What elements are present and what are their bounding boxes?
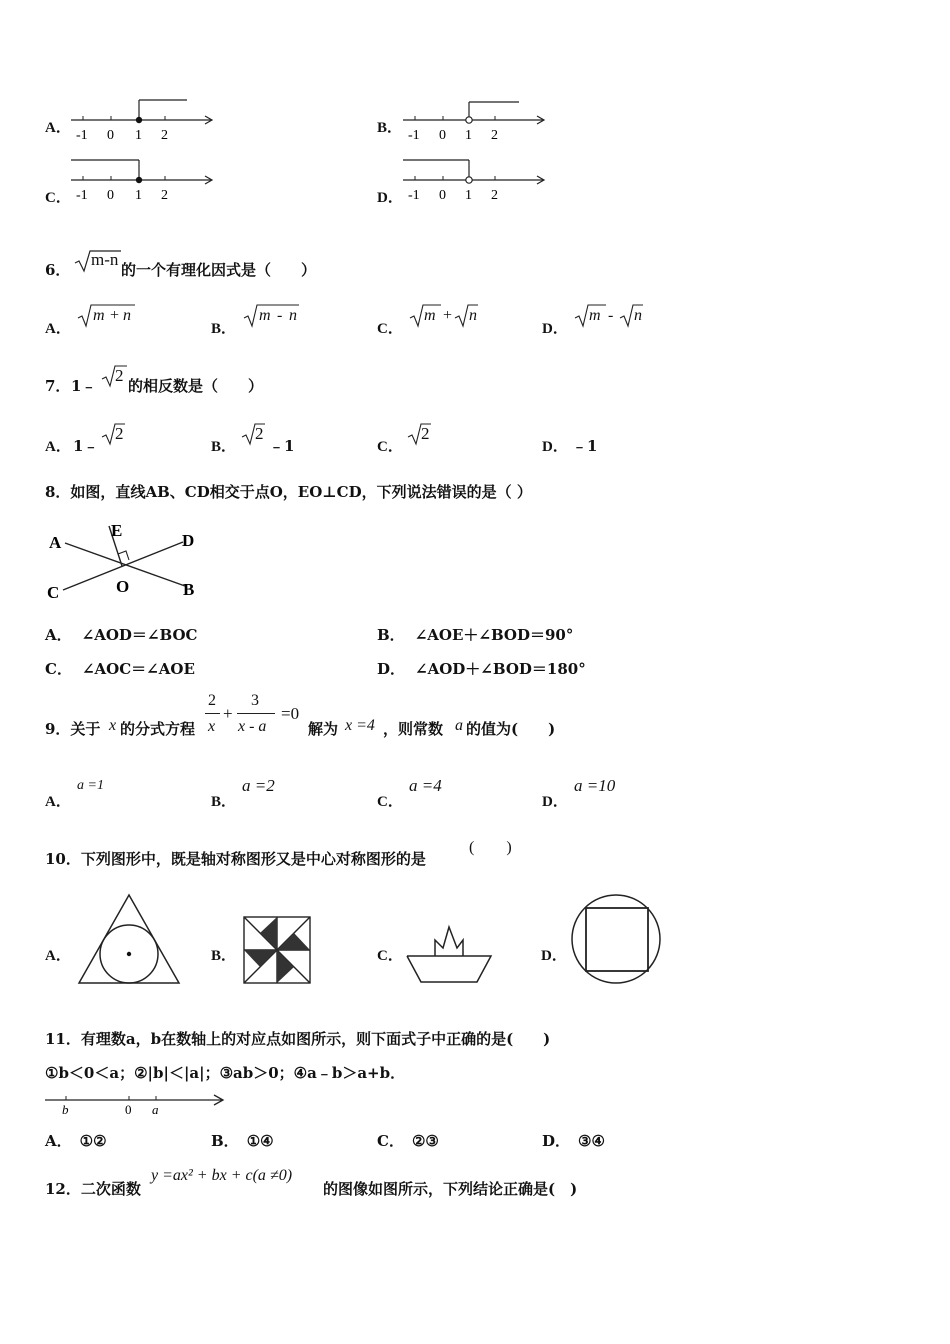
option-letter: D． [541, 948, 567, 964]
operator: - [277, 307, 283, 324]
option-letter: C． [377, 794, 403, 810]
question-number: 12．二次函数 [45, 1180, 141, 1198]
label-c: C [47, 583, 60, 602]
option-letter: B． [211, 948, 237, 964]
tick-label: 0 [439, 128, 446, 143]
option-value: ﹣1 [572, 437, 598, 455]
tick-label: 1 [465, 128, 472, 143]
tick-label: 0 [107, 188, 114, 203]
paper-boat-figure [405, 924, 493, 984]
option-text: a =10 [574, 776, 616, 795]
q9-options [45, 775, 685, 810]
question-lead: 1﹣ [71, 377, 97, 395]
q8-option-a[interactable] [45, 624, 197, 645]
question-11-stem: 11．有理数a，b在数轴上的对应点如图所示，则下面式子中正确的是( ) [45, 1030, 551, 1048]
option-letter: D． [542, 321, 568, 337]
option-letter: D． [377, 190, 403, 206]
fraction-1-numerator: 2 [208, 692, 216, 709]
solution: x =4 [345, 717, 375, 734]
label-b: B [183, 580, 195, 599]
question-text: ，则常数 [383, 720, 444, 738]
plus-sign: + [223, 704, 233, 723]
radicand: 2 [421, 424, 430, 443]
question-11-statements: ①b＜0＜a；②|b|＜|a|；③ab＞0；④a﹣b＞a+b． [45, 1064, 406, 1082]
label-e: E [111, 521, 123, 540]
question-text: 的图像如图所示，下列结论正确是( ) [323, 1180, 578, 1198]
option-letter: A． [45, 1132, 72, 1150]
option-suffix: ﹣1 [269, 437, 295, 455]
q11-option-d[interactable] [542, 1130, 605, 1151]
equals-zero: =0 [281, 704, 300, 723]
number-line-open-right [403, 96, 553, 148]
option-letter: A． [45, 794, 71, 810]
q11-option-c[interactable] [377, 1130, 439, 1151]
q11-option-a[interactable] [45, 1130, 107, 1151]
tick-label: -1 [408, 188, 420, 203]
label-o: O [116, 577, 130, 596]
label-d: D [182, 531, 195, 550]
option-letter: C． [377, 439, 403, 455]
tick-label: 0 [107, 128, 114, 143]
option-letter: D． [377, 660, 406, 678]
fraction-1-denominator: x [208, 718, 216, 735]
option-text: a =1 [77, 778, 104, 793]
variable-x: x [109, 717, 117, 734]
radicand-a: m [589, 307, 601, 324]
radicand: 2 [115, 424, 124, 443]
option-letter: D． [542, 794, 568, 810]
question-text: 的值为( ) [466, 720, 556, 738]
square-in-circle-figure [570, 892, 664, 986]
option-text: ③④ [578, 1132, 605, 1150]
tick-label: 1 [135, 128, 142, 143]
option-text: a =2 [242, 776, 275, 795]
operator: + [443, 307, 453, 324]
question-text: 的分式方程 [120, 720, 196, 738]
q7-options [45, 422, 685, 454]
tick-label: 1 [135, 188, 142, 203]
tick-label: 1 [465, 188, 472, 203]
q8-option-d[interactable] [377, 658, 586, 679]
radicand-b: n [634, 307, 642, 324]
option-letter: B． [211, 439, 237, 455]
option-letter: C． [45, 660, 72, 678]
option-text: ①④ [246, 1132, 274, 1150]
radicand-a: m [259, 307, 271, 324]
question-number: 9．关于 [45, 720, 101, 738]
fraction-2-denominator: x - a [238, 718, 267, 735]
tick-label: 2 [161, 128, 168, 143]
q8-option-c[interactable] [45, 658, 195, 679]
option-letter: B． [211, 1132, 239, 1150]
option-text: ∠AOC＝∠AOE [81, 660, 195, 678]
radicand: 2 [115, 366, 124, 385]
option-text: ∠AOD＋∠BOD＝180° [415, 660, 586, 678]
q8-option-b[interactable] [377, 624, 573, 645]
question-12 [45, 1164, 645, 1198]
option-letter: C． [377, 1132, 404, 1150]
question-text: 的一个有理化因式是（ ） [121, 261, 317, 279]
intersecting-lines-figure [45, 518, 205, 604]
option-letter: D． [542, 1132, 571, 1150]
question-number: 6． [45, 261, 71, 279]
tick-label: 0 [439, 188, 446, 203]
q6-options [45, 303, 685, 335]
radicand: m-n [91, 250, 119, 269]
fraction-bar [237, 713, 275, 714]
axis-label-0: 0 [125, 1102, 132, 1116]
question-9 [45, 690, 665, 740]
answer-paren: ( ) [469, 839, 512, 856]
option-text: ①② [79, 1132, 107, 1150]
option-letter: A． [45, 948, 71, 964]
radicand-a: m [93, 307, 105, 324]
axis-label-b: b [62, 1102, 69, 1116]
option-letter: A． [45, 439, 71, 455]
number-line-open-left [403, 156, 553, 208]
radicand-b: n [289, 307, 297, 324]
ab-number-line [44, 1090, 228, 1116]
radicand: 2 [255, 424, 264, 443]
option-letter: A． [45, 120, 71, 136]
question-text: 解为 [308, 720, 339, 738]
option-text: ∠AOD＝∠BOC [81, 626, 198, 644]
triangle-with-incircle-figure [77, 892, 183, 988]
number-line-closed-right [71, 96, 221, 148]
tick-label: -1 [76, 128, 88, 143]
option-letter: C． [377, 948, 403, 964]
tick-label: 2 [491, 188, 498, 203]
radicand-a: m [424, 307, 436, 324]
radicand-b: n [123, 307, 131, 324]
question-number: 7． [45, 377, 71, 395]
option-letter: B． [377, 626, 405, 644]
option-text: ②③ [411, 1132, 439, 1150]
quadratic-formula: y =ax² + bx + c(a ≠0) [151, 1167, 293, 1184]
option-prefix: 1﹣ [73, 437, 99, 455]
tick-label: -1 [76, 188, 88, 203]
number-line-closed-left [71, 156, 221, 208]
option-text: a =4 [409, 776, 442, 795]
q11-option-b[interactable] [211, 1130, 274, 1151]
option-letter: D． [542, 439, 568, 455]
label-a: A [49, 533, 62, 552]
variable-a: a [455, 717, 463, 734]
option-letter: A． [45, 626, 72, 644]
fraction-bar [205, 713, 220, 714]
question-10-stem: 10．下列图形中，既是轴对称图形又是中心对称图形的是 [45, 850, 426, 868]
question-text: 的相反数是（ ） [128, 377, 264, 395]
option-letter: C． [377, 321, 403, 337]
tick-label: 2 [491, 128, 498, 143]
question-8-stem: 8．如图，直线AB、CD相交于点O，EO⊥CD，下列说法错误的是（ ） [45, 483, 532, 501]
radicand-b: n [469, 307, 477, 324]
operator: + [110, 307, 120, 324]
operator: - [608, 307, 614, 324]
tick-label: 2 [161, 188, 168, 203]
option-letter: C． [45, 190, 71, 206]
option-letter: B． [211, 321, 237, 337]
option-letter: A． [45, 321, 71, 337]
fraction-2-numerator: 3 [251, 692, 259, 709]
pinwheel-figure [241, 914, 313, 986]
tick-label: -1 [408, 128, 420, 143]
option-text: ∠AOE＋∠BOD＝90° [414, 626, 574, 644]
option-letter: B． [211, 794, 237, 810]
option-letter: B． [377, 120, 403, 136]
axis-label-a: a [152, 1102, 159, 1116]
